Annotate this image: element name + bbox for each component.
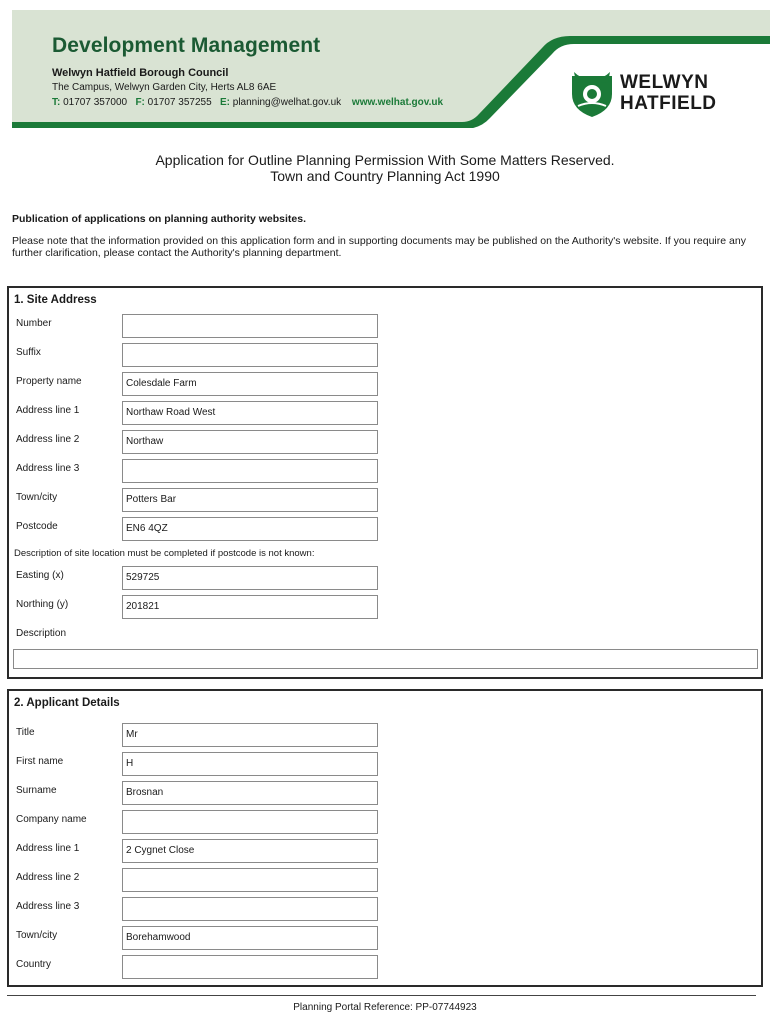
contact-line (52, 97, 443, 108)
site-address-section (7, 286, 763, 679)
country-field[interactable] (122, 955, 378, 979)
description-field[interactable] (13, 649, 758, 669)
document-title (0, 152, 770, 184)
location-note: Description of site location must be completed if postcode is not known: (14, 548, 315, 559)
property-name-field[interactable]: Colesdale Farm (122, 372, 378, 396)
field-label: Town/city (16, 930, 58, 941)
company-name-field[interactable] (122, 810, 378, 834)
council-address: The Campus, Welwyn Garden City, Herts AL8 6AE (52, 82, 277, 93)
suffix-field[interactable] (122, 343, 378, 367)
field-label: Town/city (16, 492, 58, 503)
postcode-field[interactable]: EN6 4QZ (122, 517, 378, 541)
field-label: Address line 2 (16, 872, 80, 883)
address-line-2-field[interactable]: Northaw (122, 430, 378, 454)
logo-line-1: WELWYN (620, 72, 709, 93)
surname-field[interactable]: Brosnan (122, 781, 378, 805)
field-label: Address line 2 (16, 434, 80, 445)
field-label: Surname (16, 785, 57, 796)
first-name-field[interactable]: H (122, 752, 378, 776)
email-link[interactable]: planning@welhat.gov.uk (232, 97, 342, 108)
publication-heading: Publication of applications on planning authority websites. (12, 213, 307, 225)
document-title-line-2: Town and Country Planning Act 1990 (270, 168, 500, 184)
council-name: Welwyn Hatfield Borough Council (52, 67, 229, 79)
footer-divider (7, 995, 756, 996)
address-line-3-field[interactable] (122, 459, 378, 483)
address-line-1-field[interactable]: Northaw Road West (122, 401, 378, 425)
field-label: Description (16, 628, 67, 639)
logo-line-2: HATFIELD (620, 93, 717, 114)
field-label: Address line 3 (16, 463, 80, 474)
fax-label: F: (135, 97, 145, 108)
field-label: Company name (16, 814, 87, 825)
applicant-address-line-1-field[interactable]: 2 Cygnet Close (122, 839, 378, 863)
applicant-address-line-2-field[interactable] (122, 868, 378, 892)
website-link[interactable]: www.welhat.gov.uk (351, 97, 444, 108)
field-label: Postcode (16, 521, 58, 532)
field-label: Country (16, 959, 52, 970)
field-label: Address line 1 (16, 843, 80, 854)
council-crest-icon (570, 70, 614, 123)
document-title-line-1: Application for Outline Planning Permission With Some Matters Reserved. (155, 152, 615, 168)
number-field[interactable] (122, 314, 378, 338)
fax-value: 01707 357255 (147, 97, 212, 108)
tel-value: 01707 357000 (63, 97, 128, 108)
field-label: Property name (16, 376, 82, 387)
email-label: E: (219, 97, 230, 108)
title-field[interactable]: Mr (122, 723, 378, 747)
field-label: Northing (y) (16, 599, 69, 610)
section-heading: 1. Site Address (14, 294, 97, 306)
applicant-town-city-field[interactable]: Borehamwood (122, 926, 378, 950)
field-label: Title (16, 727, 35, 738)
easting-field[interactable]: 529725 (122, 566, 378, 590)
field-label: First name (16, 756, 64, 767)
section-heading: 2. Applicant Details (14, 697, 120, 709)
header-title: Development Management (52, 34, 321, 57)
field-label: Number (16, 318, 52, 329)
field-label: Address line 1 (16, 405, 80, 416)
logo-wordmark (620, 72, 717, 114)
tel-label: T: (52, 97, 61, 108)
applicant-details-section (7, 689, 763, 987)
applicant-address-line-3-field[interactable] (122, 897, 378, 921)
field-label: Suffix (16, 347, 41, 358)
publication-note: Please note that the information provided on this application form and in supporting documents may be published on the Authority's website. If you require any further clarification, please contact the Authority's planning department. (12, 235, 746, 259)
town-city-field[interactable]: Potters Bar (122, 488, 378, 512)
northing-field[interactable]: 201821 (122, 595, 378, 619)
field-label: Easting (x) (16, 570, 64, 581)
portal-reference: Planning Portal Reference: PP-07744923 (293, 1002, 477, 1013)
field-label: Address line 3 (16, 901, 80, 912)
